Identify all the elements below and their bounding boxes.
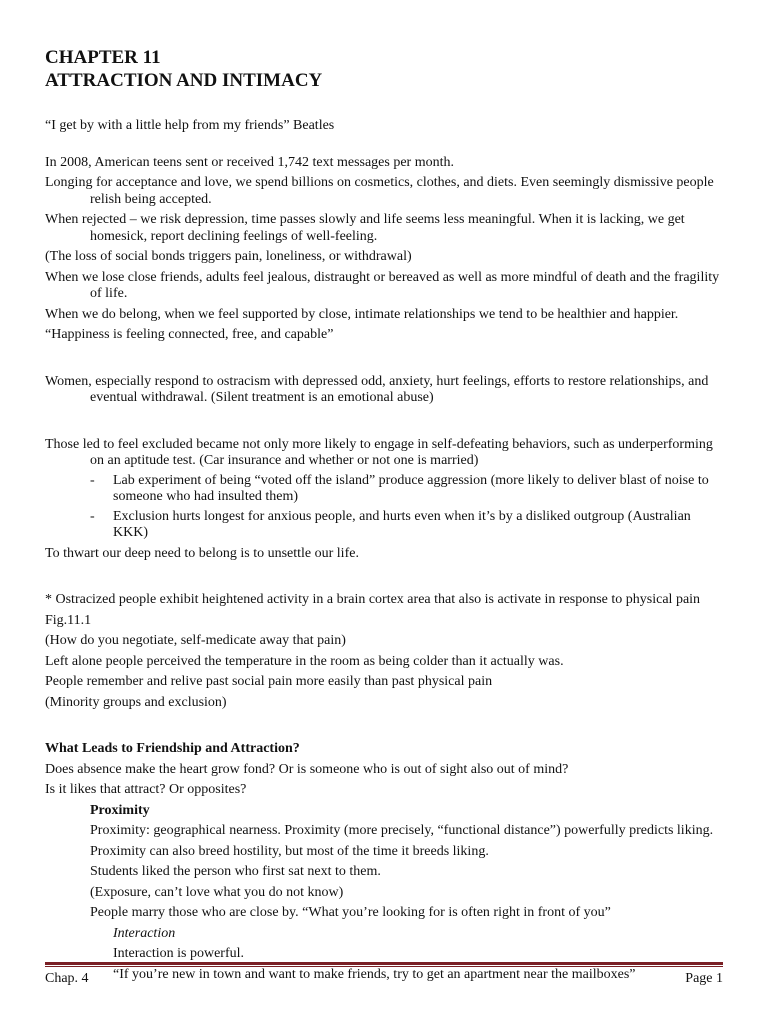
bullet-dash: - xyxy=(90,472,95,488)
paragraph: (The loss of social bonds triggers pain, loneliness, or withdrawal) xyxy=(45,249,412,264)
subsection-heading: Proximity xyxy=(90,802,150,818)
paragraph: Students liked the person who first sat next to them. xyxy=(90,864,381,879)
section-heading: What Leads to Friendship and Attraction? xyxy=(45,741,300,756)
figure-reference: Fig.11.1 xyxy=(45,612,92,628)
subsection-heading: Interaction xyxy=(113,925,176,941)
paragraph: (Minority groups and exclusion) xyxy=(45,694,227,710)
paragraph: (Exposure, can’t love what you do not know) xyxy=(90,884,344,900)
list-item-text: Exclusion hurts longest for anxious people, and hurts even when it’s by a disliked outgroup (Australian KKK) xyxy=(113,508,691,540)
paragraph: To thwart our deep need to belong is to unsettle our life. xyxy=(45,545,359,561)
paragraph: Is it likes that attract? Or opposites? xyxy=(45,782,247,797)
paragraph: (How do you negotiate, self-medicate away that pain) xyxy=(45,633,346,648)
paragraph: * Ostracized people exhibit heightened activity in a brain cortex area that also is activate in response to physical pain xyxy=(45,592,701,607)
footer-chapter: Chap. 4 xyxy=(45,971,89,986)
paragraph: Left alone people perceived the temperature in the room as being colder than it actually was. xyxy=(45,653,564,669)
paragraph: “If you’re new in town and want to make friends, try to get an apartment near the mailboxes” xyxy=(113,966,636,982)
paragraph: Proximity can also breed hostility, but most of the time it breeds liking. xyxy=(90,843,489,859)
paragraph: Women, especially respond to ostracism with depressed odd, anxiety, hurt feelings, efforts to restore relationships, and eventual withdrawal. (Silent treatment is an emotional abuse) xyxy=(45,373,709,405)
document-page xyxy=(45,46,725,983)
footer-divider-thin xyxy=(45,966,723,967)
bullet-dash: - xyxy=(90,508,95,524)
paragraph: Longing for acceptance and love, we spend billions on cosmetics, clothes, and diets. Even seemingly dismissive people relish being accepted. xyxy=(45,175,714,207)
epigraph-quote: “I get by with a little help from my friends” Beatles xyxy=(45,118,335,133)
footer-page-number: Page 1 xyxy=(685,971,723,986)
paragraph: Does absence make the heart grow fond? Or is someone who is out of sight also out of mind? xyxy=(45,761,569,777)
paragraph: Those led to feel excluded became not only more likely to engage in self-defeating behaviors, such as underperforming on an aptitude test. (Car insurance and whether or not one is married) xyxy=(45,436,713,468)
paragraph: People marry those who are close by. “What you’re looking for is often right in front of you” xyxy=(90,905,611,920)
list-item xyxy=(45,509,725,542)
chapter-number: CHAPTER 11 xyxy=(45,47,161,68)
paragraph: People remember and relive past social pain more easily than past physical pain xyxy=(45,674,493,689)
footer-divider xyxy=(45,962,723,965)
paragraph: When we lose close friends, adults feel jealous, distraught or bereaved as well as more mindful of death and the fragility of life. xyxy=(45,269,720,301)
paragraph: When we do belong, when we feel supported by close, intimate relationships we tend to be healthier and happier. xyxy=(45,306,679,322)
list-item-text: Lab experiment of being “voted off the island” produce aggression (more likely to deliver blast of noise to someone who had insulted them) xyxy=(113,472,709,504)
chapter-title: ATTRACTION AND INTIMACY xyxy=(45,70,323,91)
paragraph: Proximity: geographical nearness. Proximity (more precisely, “functional distance”) powerfully predicts liking. xyxy=(90,823,714,838)
paragraph: “Happiness is feeling connected, free, and capable” xyxy=(45,327,334,342)
paragraph: In 2008, American teens sent or received 1,742 text messages per month. xyxy=(45,154,454,170)
paragraph: When rejected – we risk depression, time passes slowly and life seems less meaningful. When it is lacking, we get homesick, report declining feelings of well-feeling. xyxy=(45,212,685,244)
paragraph: Interaction is powerful. xyxy=(113,946,245,961)
list-item xyxy=(45,473,725,506)
